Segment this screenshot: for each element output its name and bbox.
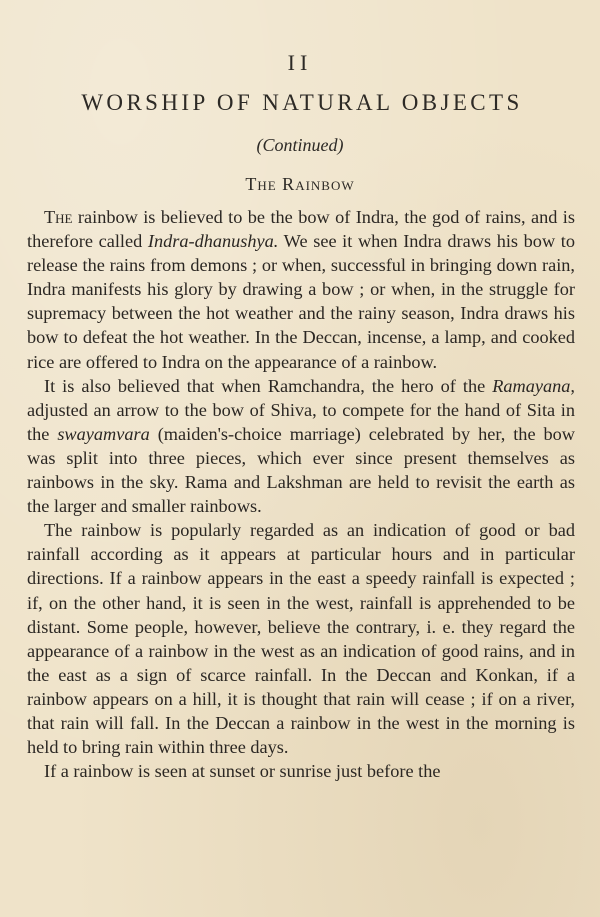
paragraph <box>27 759 575 783</box>
paragraph <box>27 205 575 374</box>
paragraph-text: adjusted an arrow to the bow of Shiva, to compete for the hand of Sita in the <box>27 399 575 444</box>
paragraph <box>27 518 575 759</box>
paragraph-text: The rainbow is popularly regarded as an indication of good or bad rainfall according as it appears at particular hours and in particular directions. If a rainbow appears in the east a speedy rainfall is expected ; if, on the other hand, it is seen in the west, rainfall is apprehended to be distant. Some people, however, believe the contrary, i. e. they regard the appearance of a rainbow in the west as an indication of good rains, and in the east as a sign of scarce rainfall. In the Deccan and Konkan, if a rainbow appears on a hill, it is thought that rain will cease ; if on a river, that rain will fall. In the Deccan a rainbow in the west in the morning is held to bring rain within three days. <box>27 520 575 758</box>
paragraph-text: (maiden's-choice marriage) celebrated by her, the bow was split into three pieces, which ever since present themselves as rainbows in the sky. Rama and Lakshman are held to revisit the earth as the larger and smaller rainbows. <box>27 423 576 517</box>
italic-term: Ramayana, <box>492 375 575 396</box>
chapter-title: WORSHIP OF NATURAL OBJECTS <box>81 90 523 115</box>
paragraph-text: rainbow is believed to be the bow of Indra, the god of rains, and is therefore called <box>27 207 575 252</box>
italic-term: Indra-dhanushya. <box>147 231 279 252</box>
section-title: The Rainbow <box>245 174 355 194</box>
paragraph-text: We see it when Indra draws his bow to release the rains from demons ; or when, successful in bringing down rain, Indra manifests his glory by drawing a bow ; or when, in the struggle for supremacy between the hot weather and the rainy season, Indra draws his bow to defeat the hot weather. In the Deccan, incense, a lamp, and cooked rice are offered to Indra on the appearance of a rainbow. <box>27 231 575 372</box>
paragraph-first-word: The <box>44 207 73 227</box>
chapter-number: II <box>287 50 313 75</box>
italic-term: swayamvara <box>57 423 150 444</box>
paragraph-text: It is also believed that when Ramchandra, the hero of the <box>44 375 493 396</box>
paragraph-text: If a rainbow is seen at sunset or sunrise just before the <box>44 761 441 782</box>
body-text <box>27 205 575 783</box>
paragraph <box>27 374 575 519</box>
chapter-continued-label: (Continued) <box>256 135 344 155</box>
